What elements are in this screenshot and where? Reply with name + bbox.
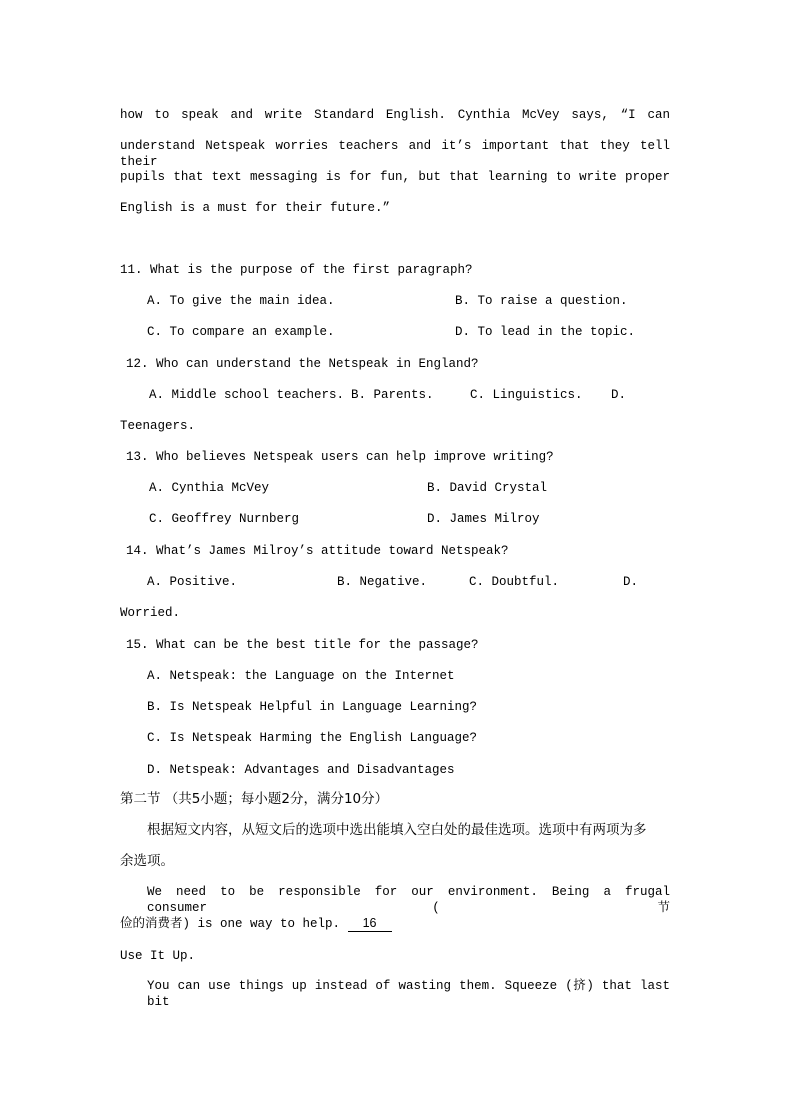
option-15d: D. Netspeak: Advantages and Disadvantages [147, 763, 455, 777]
question-15: 15. What can be the best title for the passage? [126, 638, 479, 652]
paragraph-line: You can use things up instead of wasting them. Squeeze (挤) that last bit [147, 979, 670, 1009]
option-14d-text: Worried. [120, 606, 181, 620]
question-14: 14. What’s James Milroy’s attitude toward Netspeak? [126, 544, 509, 558]
paragraph-text: 俭的消费者) is one way to help. [120, 917, 341, 931]
blank-16: 16 [348, 915, 392, 932]
option-12a: A. Middle school teachers. [149, 388, 345, 402]
option-14b: B. Negative. [337, 575, 428, 589]
option-14a: A. Positive. [147, 575, 238, 589]
paragraph-line: We need to be responsible for our environment. Being a frugal consumer (节 [147, 885, 670, 915]
option-15c: C. Is Netspeak Harming the English Language? [147, 731, 478, 745]
option-13a: A. Cynthia McVey [149, 481, 270, 495]
option-13d: D. James Milroy [427, 512, 540, 526]
option-15a: A. Netspeak: the Language on the Internet [147, 669, 455, 683]
question-13: 13. Who believes Netspeak users can help improve writing? [126, 450, 554, 464]
question-11: 11. What is the purpose of the first paragraph? [120, 263, 473, 277]
option-12c: C. Linguistics. [470, 388, 583, 402]
option-14d: D. [623, 575, 639, 589]
instruction-line: 余选项。 [120, 853, 174, 869]
option-15b: B. Is Netspeak Helpful in Language Learning? [147, 700, 478, 714]
option-11a: A. To give the main idea. [147, 294, 335, 308]
option-11c: C. To compare an example. [147, 325, 335, 339]
passage-line: pupils that text messaging is for fun, but that learning to write proper [120, 170, 670, 184]
option-14c: C. Doubtful. [469, 575, 560, 589]
option-13b: B. David Crystal [427, 481, 548, 495]
passage-line: understand Netspeak worries teachers and it’s important that they tell their [120, 139, 670, 169]
passage-line: how to speak and write Standard English. Cynthia McVey says, “I can [120, 108, 670, 122]
option-12d: D. [611, 388, 627, 402]
option-11b: B. To raise a question. [455, 294, 628, 308]
question-12: 12. Who can understand the Netspeak in England? [126, 357, 479, 371]
option-11d: D. To lead in the topic. [455, 325, 636, 339]
instruction-line: 根据短文内容，从短文后的选项中选出能填入空白处的最佳选项。选项中有两项为多 [147, 822, 647, 838]
option-12d-text: Teenagers. [120, 419, 196, 433]
paragraph-line [120, 915, 392, 931]
passage-line: English is a must for their future.” [120, 201, 391, 215]
subheading: Use It Up. [120, 949, 196, 963]
section-heading: 第二节 （共5小题；每小题2分，满分10分） [120, 791, 389, 807]
option-12b: B. Parents. [351, 388, 434, 402]
option-13c: C. Geoffrey Nurnberg [149, 512, 300, 526]
